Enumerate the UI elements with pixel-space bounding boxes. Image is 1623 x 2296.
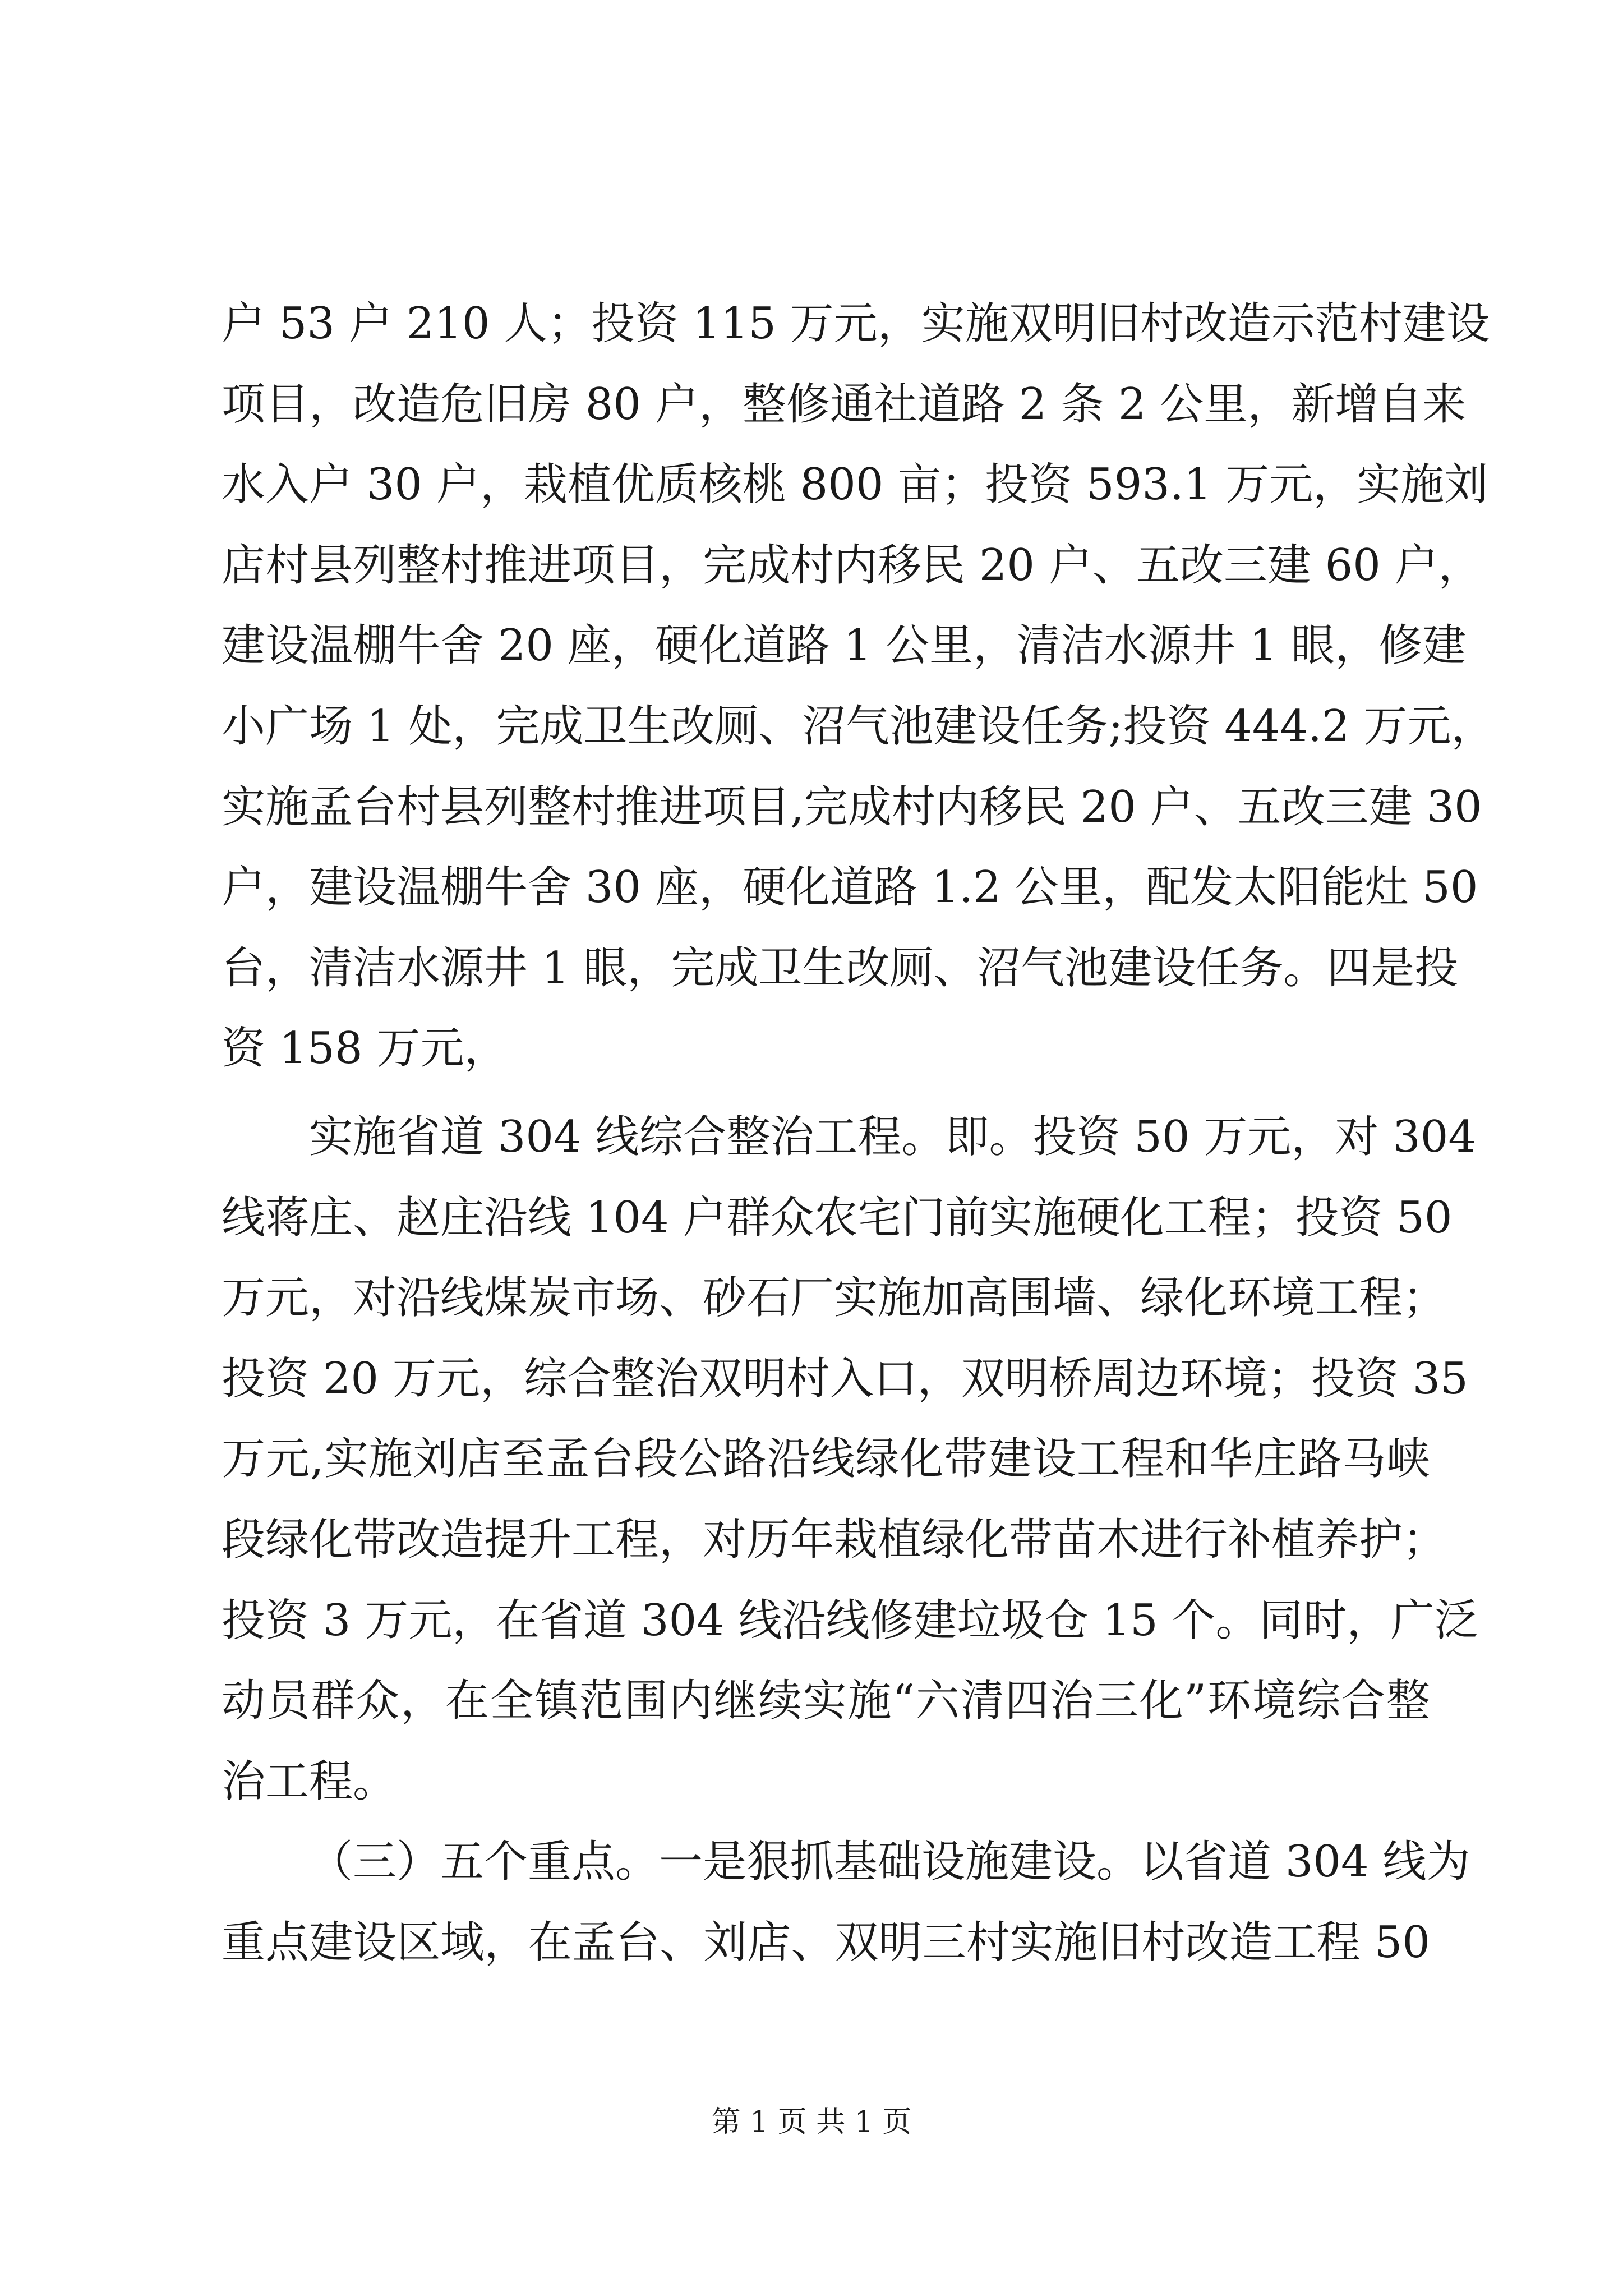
text-line: 实施孟台村县列整村推进项目,完成村内移民 20 户、五改三建 30	[222, 781, 1482, 832]
paragraph-3	[222, 1822, 1470, 1983]
text-line: 重点建设区域，在孟台、刘店、双明三村实施旧村改造工程 50	[222, 1917, 1430, 1968]
text-line: 户 53 户 210 人；投资 115 万元，实施双明旧村改造示范村建设	[222, 298, 1490, 349]
text-line: 万元，对沿线煤炭市场、砂石厂实施加高围墙、绿化环境工程；	[222, 1273, 1447, 1324]
text-line: 动员群众，在全镇范围内继续实施“六清四治三化”环境综合整	[222, 1676, 1430, 1727]
text-line: 投资 3 万元，在省道 304 线沿线修建垃圾仓 15 个。同时，广泛	[222, 1595, 1478, 1646]
paragraph-1	[222, 284, 1495, 1089]
text-line: 小广场 1 处，完成卫生改厕、沼气池建设任务;投资 444.2 万元，	[222, 701, 1495, 752]
text-line: 台，清洁水源井 1 眼，完成卫生改厕、沼气池建设任务。四是投	[222, 942, 1459, 993]
text-line: 治工程。	[222, 1756, 397, 1807]
text-line: 线蒋庄、赵庄沿线 104 户群众农宅门前实施硬化工程；投资 50	[222, 1192, 1453, 1243]
text-line: 项目，改造危旧房 80 户，整修通社道路 2 条 2 公里，新增自来	[222, 379, 1467, 430]
text-line: 建设温棚牛舍 20 座，硬化道路 1 公里，清洁水源井 1 眼，修建	[222, 620, 1467, 671]
text-line: （三）五个重点。一是狠抓基础设施建设。以省道 304 线为	[309, 1837, 1470, 1888]
page-footer	[0, 2102, 1623, 2142]
text-line: 户，建设温棚牛舍 30 座，硬化道路 1.2 公里，配发太阳能灶 50	[222, 862, 1478, 913]
text-line: 资 158 万元，	[222, 1023, 508, 1074]
paragraph-2	[222, 1097, 1478, 1822]
document-body	[222, 284, 1495, 1983]
text-line: 万元,实施刘店至孟台段公路沿线绿化带建设工程和华庄路马峡	[222, 1434, 1430, 1485]
text-line: 实施省道 304 线综合整治工程。即。投资 50 万元，对 304	[309, 1111, 1476, 1162]
text-line: 店村县列整村推进项目，完成村内移民 20 户、五改三建 60 户，	[222, 540, 1482, 591]
text-line: 段绿化带改造提升工程，对历年栽植绿化带苗木进行补植养护；	[222, 1514, 1447, 1565]
text-line: 水入户 30 户，栽植优质核桃 800 亩；投资 593.1 万元，实施刘	[222, 459, 1488, 510]
text-line: 投资 20 万元，综合整治双明村入口，双明桥周边环境；投资 35	[222, 1353, 1468, 1404]
page-number-label: 第 1 页 共 1 页	[711, 2105, 912, 2139]
